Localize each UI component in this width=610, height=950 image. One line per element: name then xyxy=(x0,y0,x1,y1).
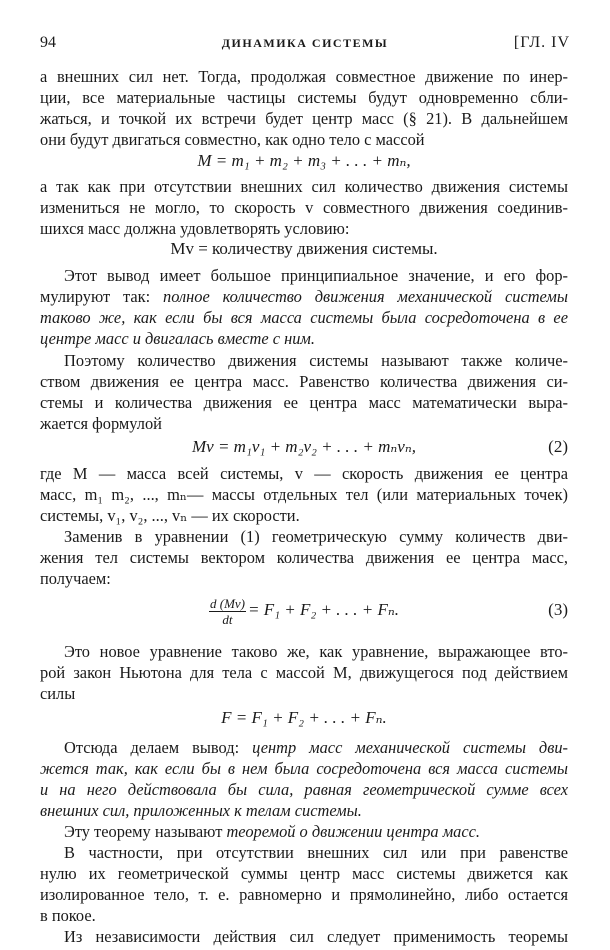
text-line: системы, v₁, v₂, ..., vₙ — их скорости. xyxy=(40,506,300,525)
text-line xyxy=(64,822,568,842)
text-line: Из независимости действия сил следует применимость теоремы xyxy=(64,927,568,946)
text-line xyxy=(40,287,568,307)
equation-body: M = m₁ + m₂ + m₃ + . . . + mₙ, xyxy=(197,151,411,170)
text-span: Отсюда делаем вывод: xyxy=(64,738,253,757)
chapter-label: [ГЛ. IV xyxy=(513,34,570,51)
page-number: 94 xyxy=(40,34,56,51)
running-title: ДИНАМИКА СИСТЕМЫ xyxy=(221,36,389,50)
text-line: внешних сил, приложенных к телам системы. xyxy=(40,801,362,820)
text-line: Заменив в уравнении (1) геометрическую сумму количеств дви- xyxy=(64,527,568,546)
text-line: в покое. xyxy=(40,906,96,925)
text-line: и на него действовала бы сила, равная геометрической сумме всех xyxy=(40,780,568,799)
text-line: они будут двигаться совместно, как одно тело с массой xyxy=(40,130,425,149)
equation-body xyxy=(40,590,568,630)
equation-number: (2) xyxy=(548,437,568,456)
text-line: а внешних сил нет. Тогда, продолжая совместное движение по инер- xyxy=(40,67,568,86)
text-line: Этот вывод имеет большое принципиальное значение, и его фор- xyxy=(64,266,568,285)
equation-number: (3) xyxy=(548,600,568,619)
text-line: Это новое уравнение таково же, как уравнение, выражающее вто- xyxy=(64,642,568,661)
text-line: получаем: xyxy=(40,569,111,588)
text-line: а так как при отсутствии внешних сил количество движения системы xyxy=(40,177,568,196)
text-line: силы xyxy=(40,684,76,703)
text-line: нулю их геометрической суммы центр масс системы движется как xyxy=(40,864,568,883)
text-line: жается формулой xyxy=(40,414,162,433)
equation-force-sum xyxy=(40,705,568,731)
text-line: центре масс и двигалась вместе с ним. xyxy=(40,329,315,348)
equation-2 xyxy=(40,434,568,460)
italic-span: центр масс механической системы дви- xyxy=(252,738,568,757)
derivative-fraction xyxy=(209,596,246,627)
text-line: жения тел системы вектором количества движения ее центра масс, xyxy=(40,548,568,567)
equation-momentum-condition xyxy=(40,236,568,262)
text-line: где M — масса всей системы, v — скорость движения ее центра xyxy=(40,464,568,483)
equation-body: Mv = m₁v₁ + m₂v₂ + . . . + mₙvₙ, xyxy=(192,437,416,456)
text-line: В частности, при отсутствии внешних сил или при равенстве xyxy=(64,843,568,862)
italic-span: теоремой о движении центра масс. xyxy=(226,822,481,841)
text-span: мулируют так: xyxy=(40,287,164,306)
text-line: рой закон Ньютона для тела с массой M, движущегося под действием xyxy=(40,663,568,682)
text-line xyxy=(64,738,568,758)
text-line: изолированное тело, т. е. равномерно и прямолинейно, либо остается xyxy=(40,885,568,904)
text-line: таково же, как если бы вся масса системы была сосредоточена в ее xyxy=(40,308,568,327)
equation-3 xyxy=(40,590,568,630)
italic-span: полное количество движения механической системы xyxy=(163,287,568,306)
equation-body: Mv = количеству движения системы. xyxy=(170,239,438,258)
text-line: измениться не могло, то скорость v совместного движения соединив- xyxy=(40,198,568,217)
fraction-denominator: dt xyxy=(222,611,233,627)
equation-rhs: = F₁ + F₂ + . . . + Fₙ. xyxy=(248,600,399,619)
text-span: Эту теорему называют xyxy=(64,822,227,841)
text-line: ством движения ее центра масс. Равенство количества движения си- xyxy=(40,372,568,391)
text-line: ции, все материальные частицы системы будут одновременно сбли- xyxy=(40,88,568,107)
equation-mass-sum xyxy=(40,148,568,174)
text-line: стемы и количества движения ее центра масс математически выра- xyxy=(40,393,568,412)
text-line: жется так, как если бы в нем была сосредоточена вся масса системы xyxy=(40,759,568,778)
page-header xyxy=(40,34,570,56)
text-line: жаться, и точкой их встречи будет центр масс (§ 21). В дальнейшем xyxy=(40,109,568,128)
text-line: шихся масс должна удовлетворять условию: xyxy=(40,219,350,238)
text-line: Поэтому количество движения системы называют также количе- xyxy=(64,351,568,370)
equation-body: F = F₁ + F₂ + . . . + Fₙ. xyxy=(221,708,387,727)
text-line: масс, m₁ m₂, ..., mₙ— массы отдельных тел (или материальных точек) xyxy=(40,485,568,504)
fraction-numerator: d (Mv) xyxy=(209,595,245,611)
